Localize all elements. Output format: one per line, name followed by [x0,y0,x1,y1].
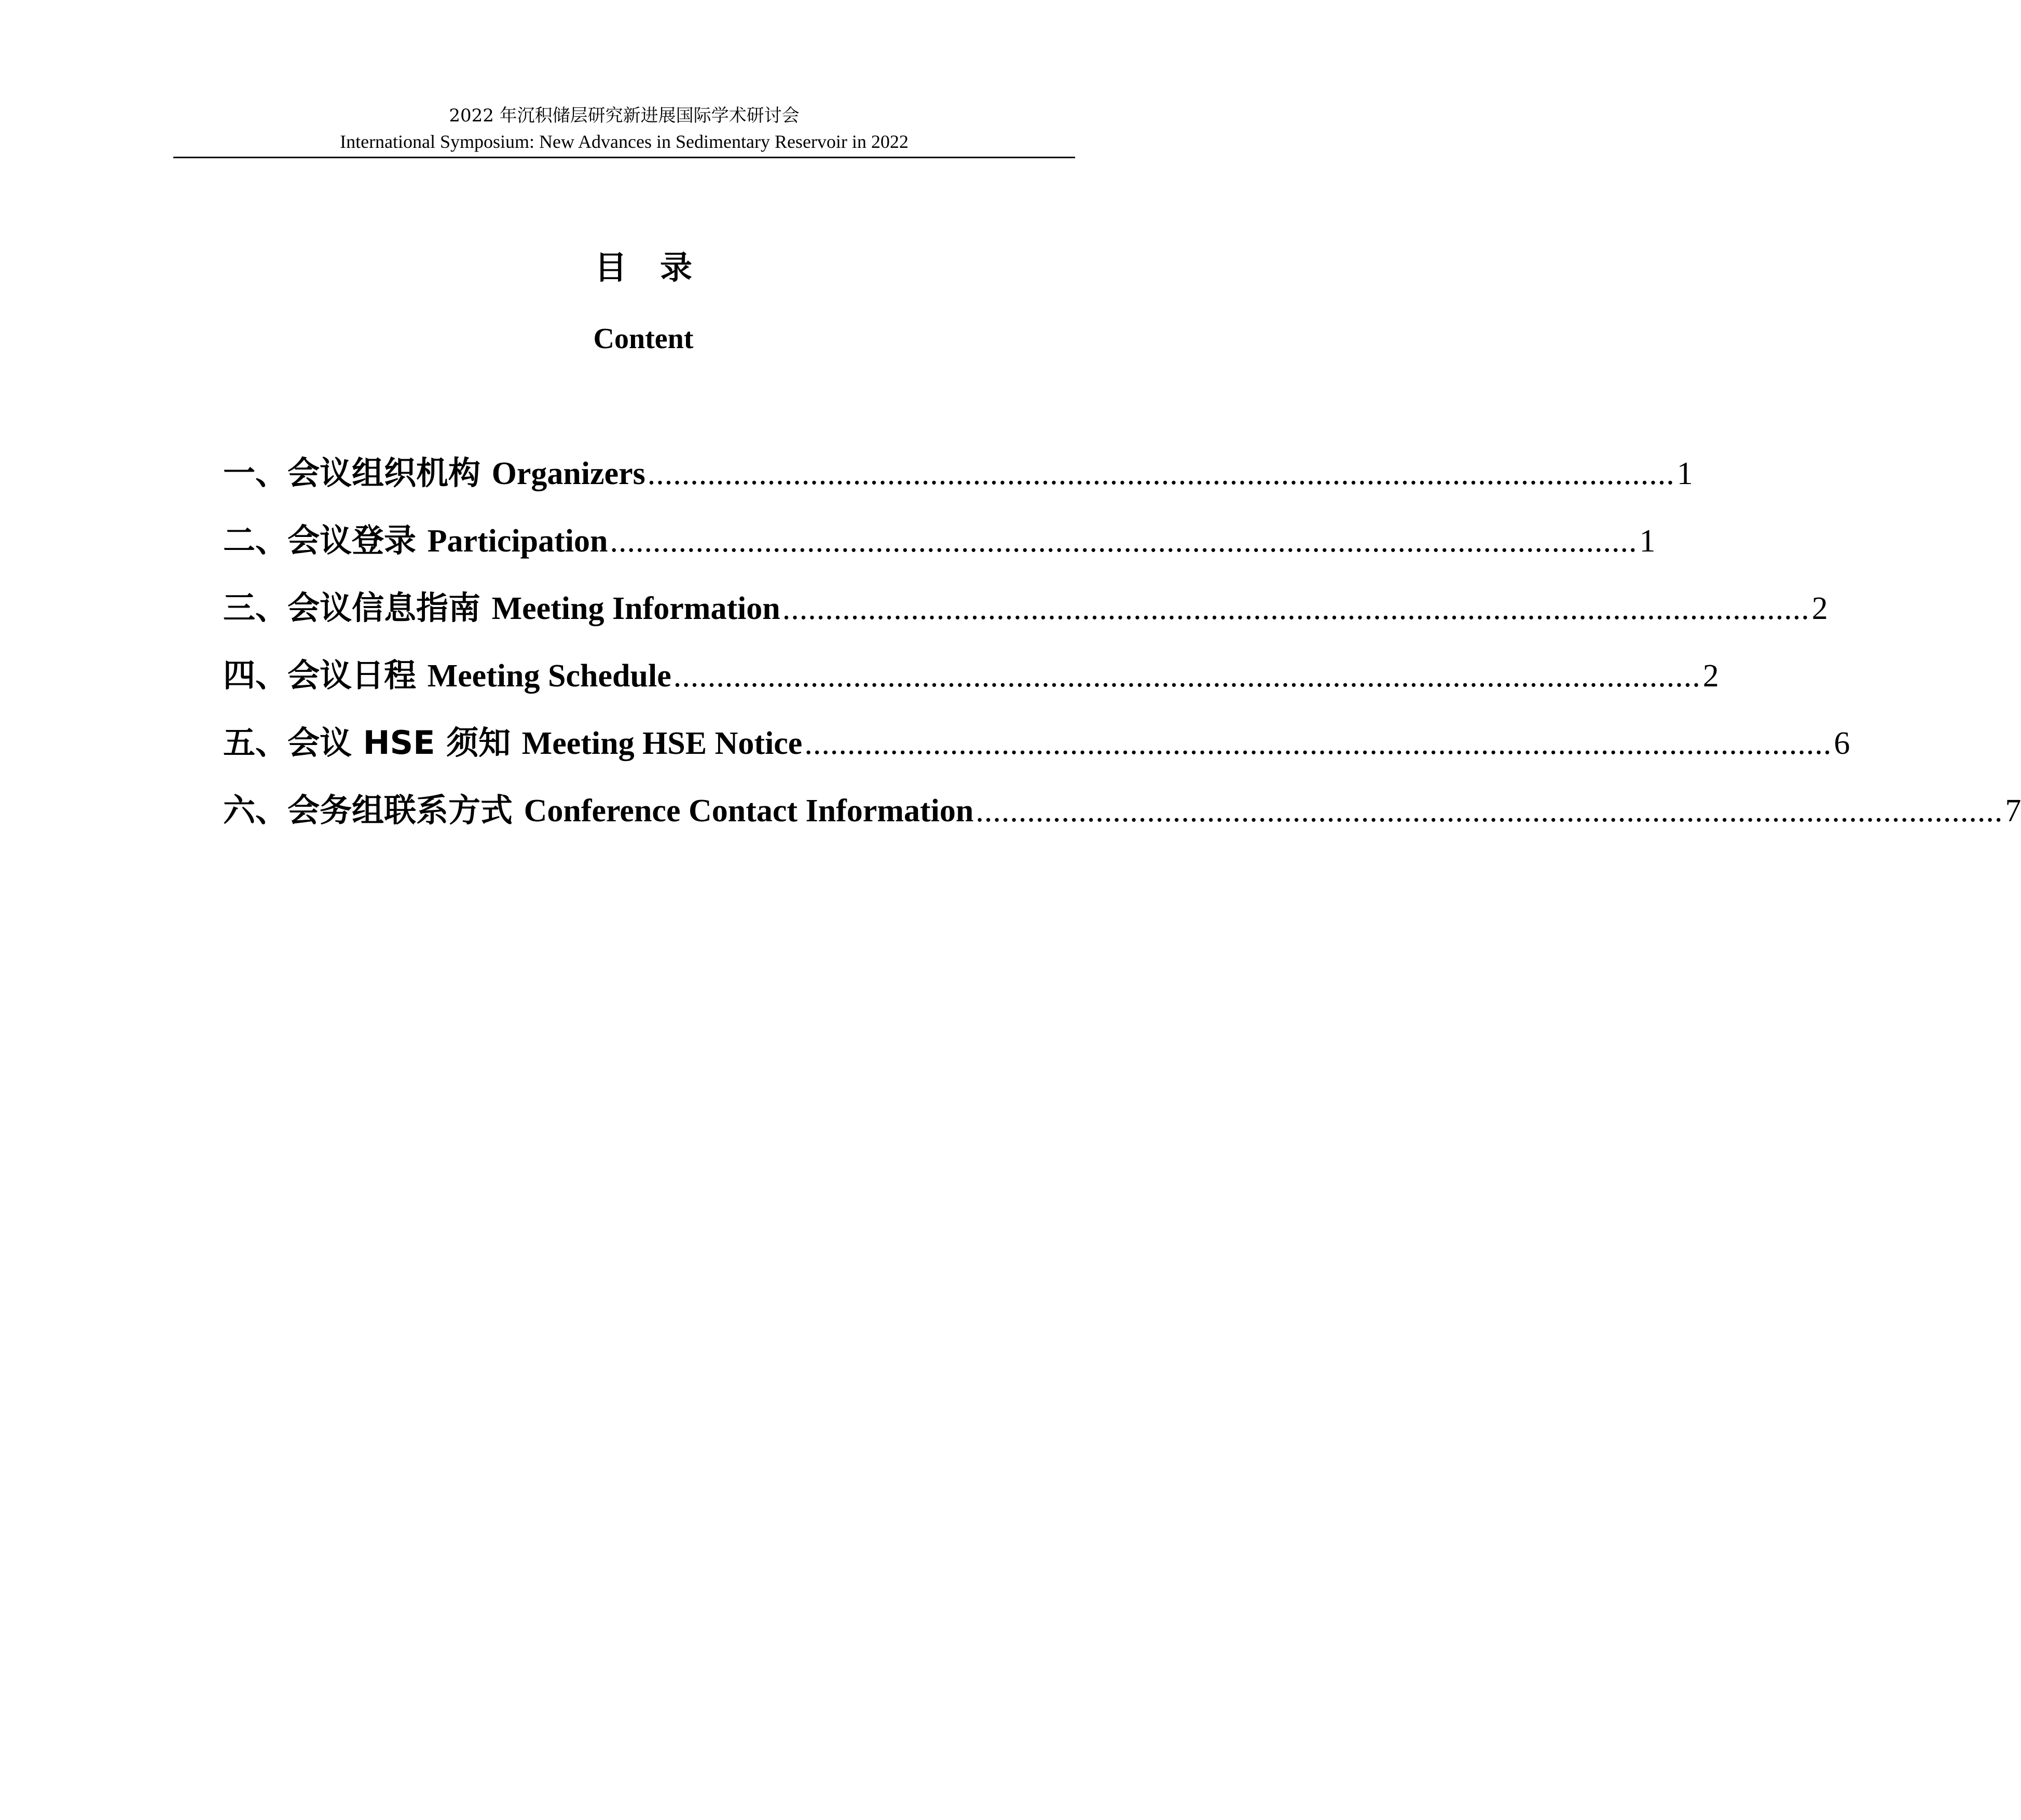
toc-entry-title [223,520,608,562]
toc-entry-hse-notice[interactable] [223,722,1850,790]
toc-entry-title-chinese: 会议信息指南 [287,589,492,627]
toc-dot-leader: ........................................................................................................................ [782,591,1810,626]
toc-title-chinese: 目录 [594,249,725,286]
toc-entry-title-chinese: 会议 HSE 须知 [287,724,522,762]
toc-entry-title [223,587,780,629]
toc-entry-number: 六、 [223,791,288,829]
toc-page-number: 6 [1834,726,1850,761]
header-title-english: International Symposium: New Advances in Sedimentary Reservoir in 2022 [340,131,909,152]
toc-entry-title-chinese: 会议组织机构 [287,454,492,492]
toc-entry-title-chinese: 会务组联系方式 [287,791,524,829]
toc-title-english: Content [593,323,694,355]
toc-entry-number: 二、 [223,521,288,559]
toc-entry-title-english: Meeting HSE Notice [521,726,803,761]
toc-entry-number: 五、 [223,724,288,762]
toc-dot-leader: ........................................................................................................................ [647,456,1675,491]
toc-entry-participation[interactable] [223,520,1656,587]
page-header [173,103,1075,155]
toc-entry-meeting-information[interactable] [223,587,1828,655]
toc-entry-title [223,722,802,764]
toc-entry-number: 一、 [223,454,288,492]
toc-page-number: 7 [2005,793,2021,829]
header-title-chinese: 2022 年沉积储层研究新进展国际学术研讨会 [449,105,800,126]
toc-entry-title [223,452,645,494]
toc-entry-number: 三、 [223,589,288,627]
toc-dot-leader: ........................................................................................................................ [673,658,1701,694]
toc-dot-leader: ........................................................................................................................ [975,793,2003,829]
toc-entry-title-english: Meeting Information [491,591,780,626]
toc-entry-number: 四、 [223,656,288,694]
toc-entry-title-chinese: 会议日程 [287,656,428,694]
toc-entry-title-english: Organizers [491,456,645,491]
toc-entry-title [223,655,671,697]
toc-entry-title-chinese: 会议登录 [287,521,428,559]
toc-entry-title-english: Participation [427,523,608,559]
toc-page-number: 2 [1811,591,1828,626]
toc-entry-title-english: Conference Contact Information [524,793,974,829]
toc-dot-leader: ........................................................................................................................ [610,523,1638,559]
toc-entry-contact-information[interactable] [223,790,2021,857]
table-of-contents [223,452,2021,857]
toc-dot-leader: ........................................................................................................................ [804,726,1832,761]
toc-page-number: 1 [1676,456,1693,491]
toc-page-number: 1 [1639,523,1656,559]
toc-entry-title [223,790,973,832]
toc-page-number: 2 [1702,658,1719,694]
toc-entry-title-english: Meeting Schedule [427,658,671,694]
toc-entry-organizers[interactable] [223,452,1693,520]
toc-entry-meeting-schedule[interactable] [223,655,1719,722]
header-divider [173,157,1075,158]
